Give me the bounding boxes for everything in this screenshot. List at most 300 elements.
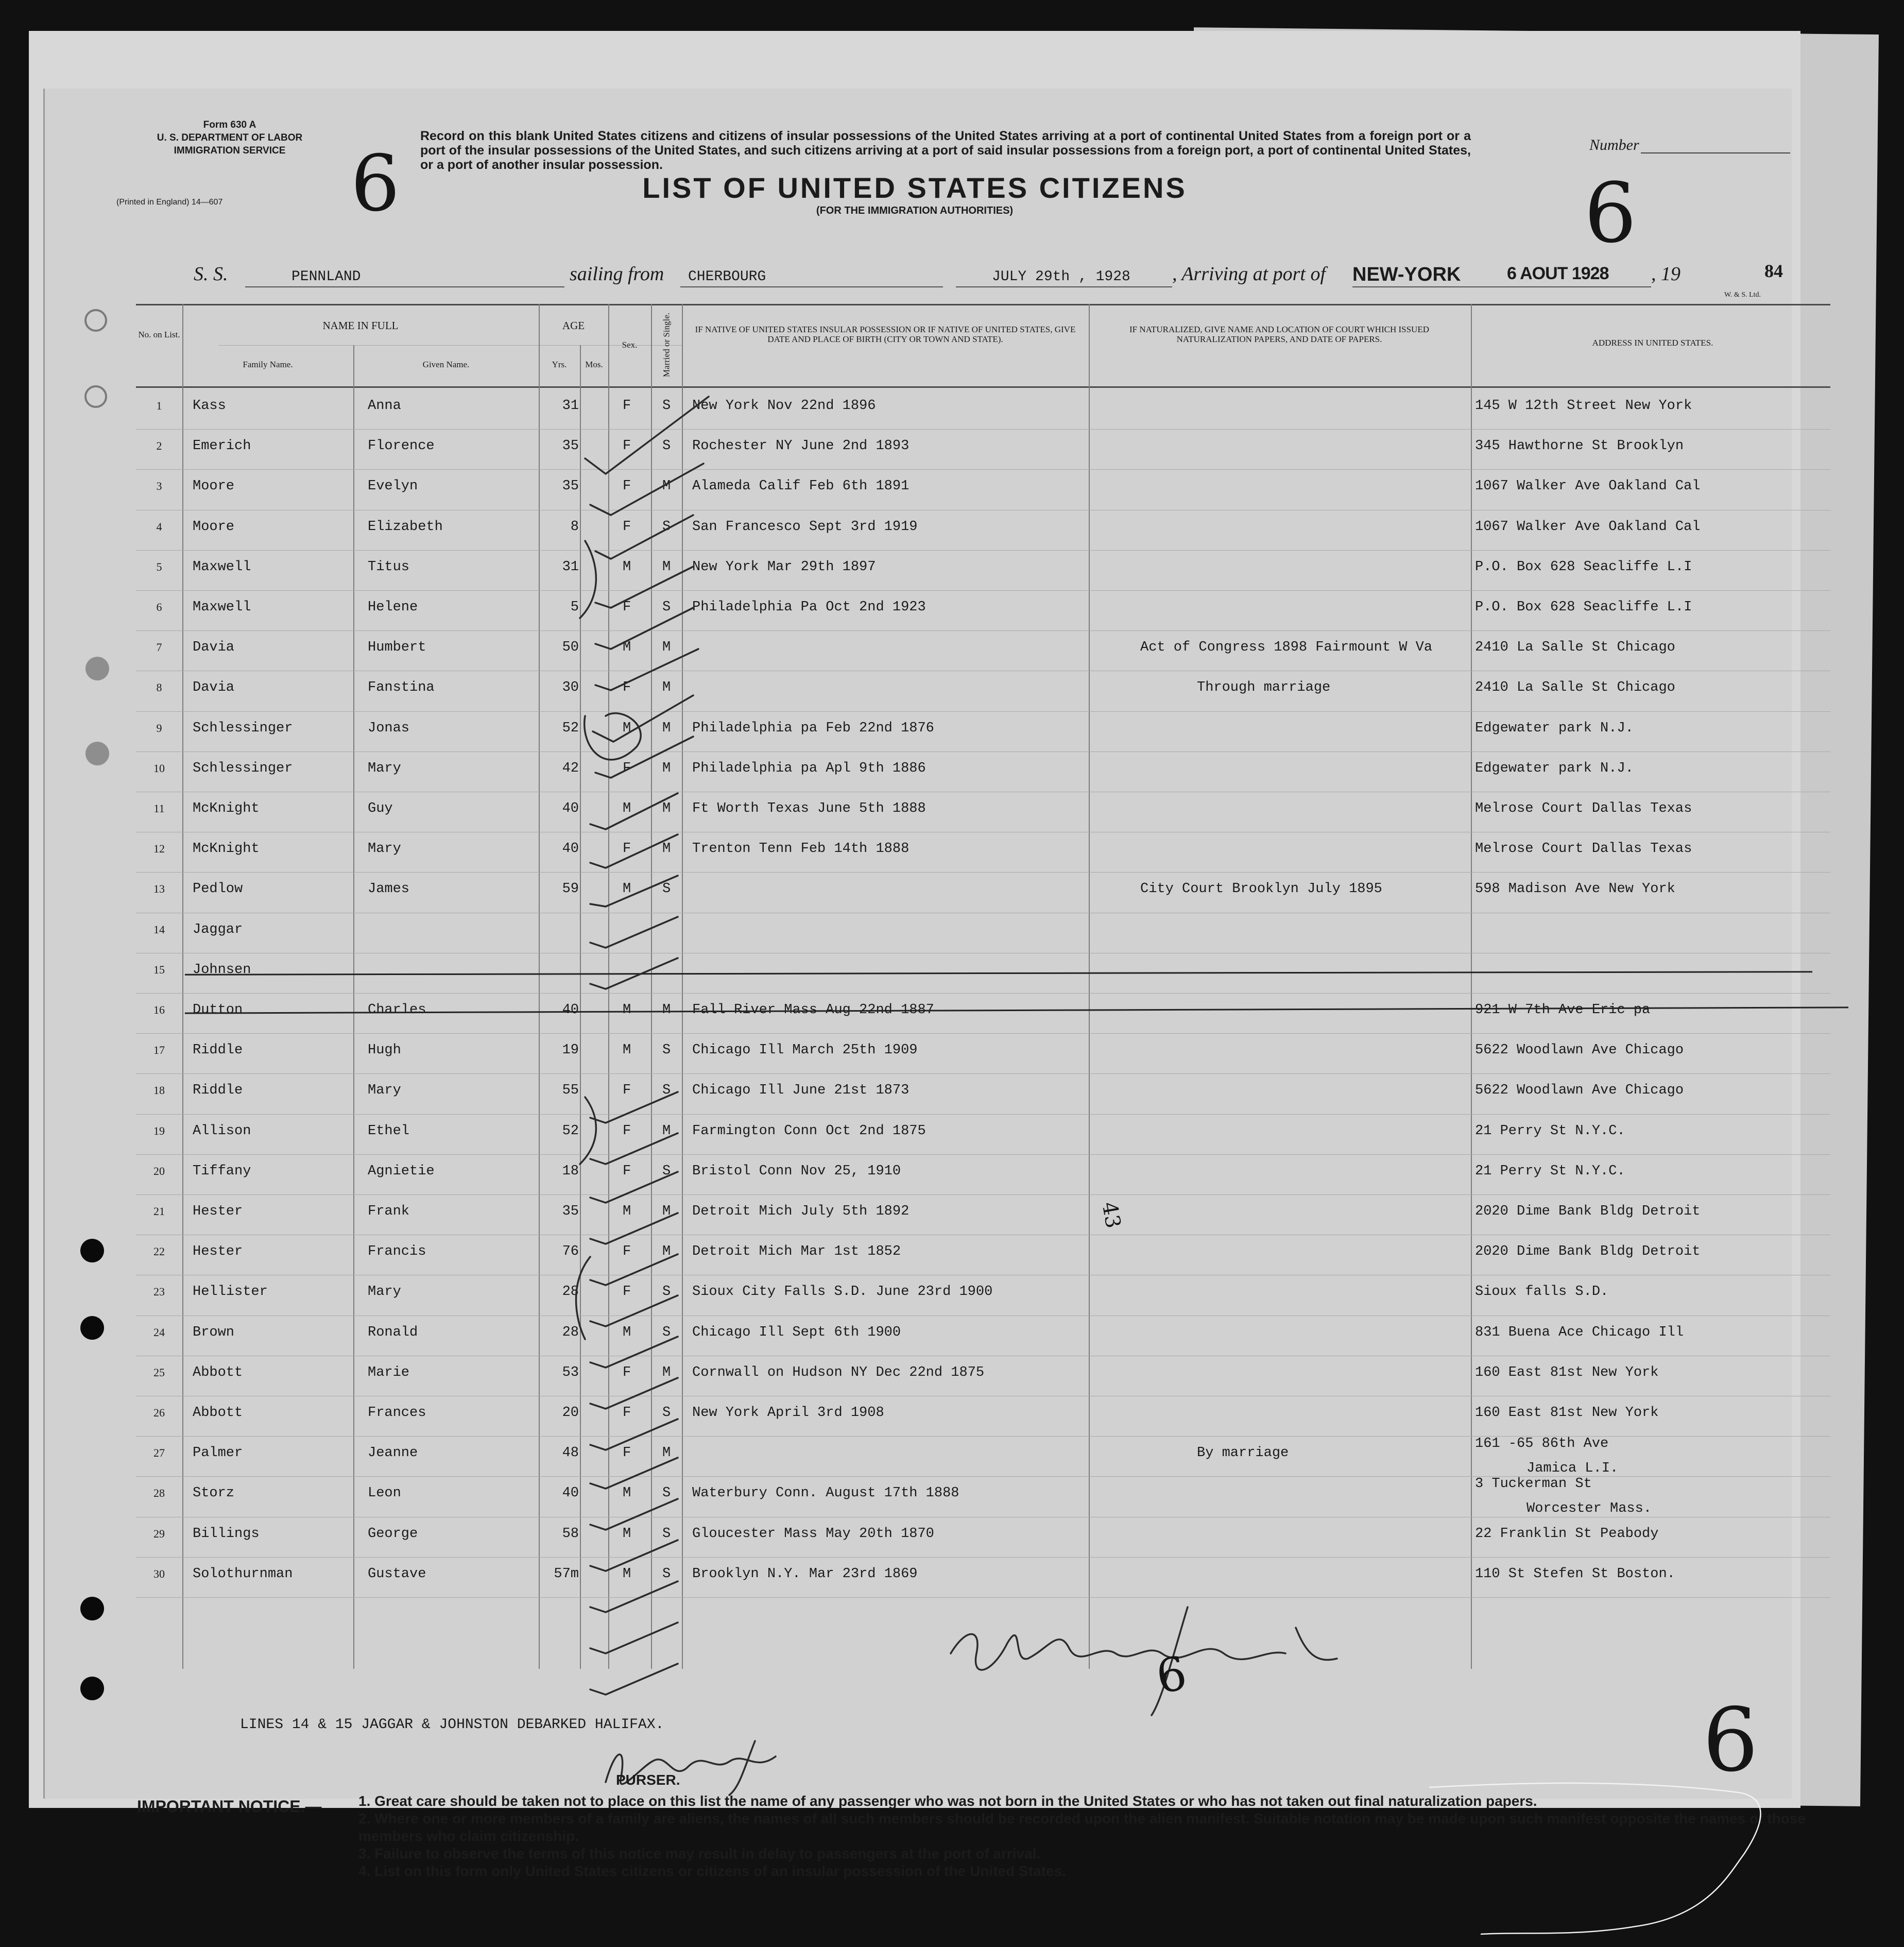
table-row xyxy=(136,1033,1830,1064)
table-row xyxy=(136,469,1830,500)
purser-signature xyxy=(601,1736,796,1798)
cell-addr: 145 W 12th Street New York xyxy=(1475,398,1692,414)
cell-family: Maxwell xyxy=(193,559,251,575)
cell-family: Emerich xyxy=(193,438,251,454)
cell-family: Dutton xyxy=(193,1002,243,1018)
table-row xyxy=(136,1356,1830,1387)
cell-addr: 160 East 81st New York xyxy=(1475,1364,1659,1380)
cell-no: 6 xyxy=(156,601,162,613)
header-birth: IF NATIVE OF UNITED STATES INSULAR POSSESSION OR IF NATIVE OF UNITED STATES, GIVE DATE AND PLACE OF BIRTH (CITY OR TOWN AND STATE). xyxy=(695,324,1076,344)
header-sex: Sex. xyxy=(622,340,638,350)
cell-family: McKnight xyxy=(193,841,260,857)
cell-addr: 598 Madison Ave New York xyxy=(1475,881,1675,897)
cell-age: 40 xyxy=(562,1002,579,1018)
cell-given: Florence xyxy=(368,438,435,454)
cell-family: Hester xyxy=(193,1204,243,1219)
handwritten-six-left: 6 xyxy=(351,139,400,229)
cell-birth: Fall River Mass Aug 22nd 1887 xyxy=(692,1002,934,1018)
cell-birth: New York Mar 29th 1897 xyxy=(692,559,876,575)
cell-age: 28 xyxy=(562,1284,579,1300)
cell-given: Guy xyxy=(368,801,393,816)
cell-ms: S xyxy=(662,1566,671,1582)
cell-ms: S xyxy=(662,1324,671,1340)
cell-age: 30 xyxy=(562,680,579,696)
cell-addr: 345 Hawthorne St Brooklyn xyxy=(1475,438,1684,454)
cell-sex: M xyxy=(623,1526,631,1542)
cell-no: 20 xyxy=(153,1164,165,1177)
cell-addr: 3 Tuckerman St xyxy=(1475,1476,1592,1492)
header-mos: Mos. xyxy=(585,360,603,369)
cell-sex: F xyxy=(623,680,631,696)
table-row xyxy=(136,1073,1830,1104)
cell-nat: Act of Congress 1898 Fairmount W Va xyxy=(1140,640,1433,656)
passenger-table xyxy=(136,304,1830,1669)
year-suffix: , 19 xyxy=(1651,263,1680,285)
cell-addr: 5622 Woodlawn Ave Chicago xyxy=(1475,1083,1684,1099)
cell-addr: 921 W 7th Ave Eric pa xyxy=(1475,1002,1651,1018)
table-row xyxy=(136,1154,1830,1185)
header-address: ADDRESS IN UNITED STATES. xyxy=(1592,338,1713,348)
cell-ms: M xyxy=(662,1204,671,1219)
cell-family: Schlessinger xyxy=(193,760,293,776)
handwritten-six-bottom: 6 xyxy=(1703,1689,1759,1791)
cell-no: 30 xyxy=(153,1567,165,1580)
header-no: No. on List. xyxy=(138,330,180,339)
purser-label: PURSER. xyxy=(616,1772,680,1788)
cell-birth: Gloucester Mass May 20th 1870 xyxy=(692,1526,934,1542)
cell-age: 20 xyxy=(562,1405,579,1421)
cell-sex: F xyxy=(623,600,631,615)
table-row xyxy=(136,630,1830,661)
inspector-signature xyxy=(946,1597,1358,1715)
printer-mark: W. & S. Ltd. xyxy=(1724,291,1761,299)
cell-birth: Rochester NY June 2nd 1893 xyxy=(692,438,910,454)
cell-addr: 21 Perry St N.Y.C. xyxy=(1475,1123,1625,1139)
cell-age: 5 xyxy=(570,600,579,615)
table-row xyxy=(136,1235,1830,1266)
cell-age: 35 xyxy=(562,438,579,454)
ss-label: S. S. xyxy=(194,263,228,285)
cell-no: 12 xyxy=(153,842,165,856)
notice-item-4: 4. List on this form only United States citizens or citizens of an insular possession of the United States. xyxy=(358,1863,1066,1879)
cell-ms: S xyxy=(662,519,671,535)
cell-birth: San Francesco Sept 3rd 1919 xyxy=(692,519,918,535)
cell-given: Marie xyxy=(368,1364,410,1380)
table-row xyxy=(136,792,1830,823)
department: U. S. DEPARTMENT OF LABOR xyxy=(157,132,303,143)
cell-no: 8 xyxy=(156,681,162,694)
cell-given: Humbert xyxy=(368,640,426,656)
cell-ms: M xyxy=(662,1244,671,1260)
cell-given: Mary xyxy=(368,1083,401,1099)
cell-nat: By marriage xyxy=(1197,1445,1289,1461)
cell-age: 19 xyxy=(562,1043,579,1058)
cell-birth: Farmington Conn Oct 2nd 1875 xyxy=(692,1123,926,1139)
cell-given: Elizabeth xyxy=(368,519,443,535)
cell-no: 17 xyxy=(153,1044,165,1057)
document-page xyxy=(29,31,1806,1879)
cell-addr: Melrose Court Dallas Texas xyxy=(1475,801,1692,816)
table-row xyxy=(136,1114,1830,1145)
cell-addr: Edgewater park N.J. xyxy=(1475,720,1634,736)
cell-no: 14 xyxy=(153,923,165,936)
cell-family: Hellister xyxy=(193,1284,268,1300)
cell-age: 57m xyxy=(554,1566,579,1582)
page-number: 84 xyxy=(1764,261,1783,281)
cell-no: 9 xyxy=(156,721,162,735)
header-yrs: Yrs. xyxy=(552,360,567,369)
cell-given: Frank xyxy=(368,1204,410,1219)
page-title: LIST OF UNITED STATES CITIZENS xyxy=(642,172,1187,204)
table-row xyxy=(136,832,1830,863)
cell-addr: 2020 Dime Bank Bldg Detroit xyxy=(1475,1204,1701,1219)
cell-age: 8 xyxy=(570,519,579,535)
table-row xyxy=(136,872,1830,903)
cell-sex: M xyxy=(623,1043,631,1058)
cell-ms: M xyxy=(662,801,671,816)
number-label: Number xyxy=(1589,136,1639,153)
table-row xyxy=(136,1396,1830,1427)
bracket-marks xyxy=(549,536,621,1411)
cell-no: 11 xyxy=(153,802,165,815)
header-name-in-full: NAME IN FULL xyxy=(322,319,399,332)
cell-addr: 2410 La Salle St Chicago xyxy=(1475,680,1675,696)
notice-item-2: 2. Where one or more members of a family are aliens, the names of all such members should be recorded upon the alien manifest. Suitable notation may be made upon such manifest opposite the names of those members who claim citizenship. xyxy=(358,1811,1806,1844)
sailing-date: JULY 29th , 1928 xyxy=(992,269,1130,285)
cell-nat: City Court Brooklyn July 1895 xyxy=(1140,881,1382,897)
cell-age: 42 xyxy=(562,760,579,776)
binder-hole xyxy=(85,742,109,765)
cell-family: Hester xyxy=(193,1244,243,1260)
cell-birth: Philadelphia pa Apl 9th 1886 xyxy=(692,760,926,776)
service: IMMIGRATION SERVICE xyxy=(174,145,286,156)
notice-item-1: 1. Great care should be taken not to place on this list the name of any passenger who was not born in the United States or who has not taken out final naturalization papers. xyxy=(358,1793,1537,1809)
cell-age: 40 xyxy=(562,1485,579,1501)
table-row xyxy=(136,1517,1830,1548)
cell-given: Mary xyxy=(368,1284,401,1300)
cell-age: 35 xyxy=(562,479,579,494)
cell-ms: M xyxy=(662,640,671,656)
cell-age: 31 xyxy=(562,398,579,414)
cell-age: 48 xyxy=(562,1445,579,1461)
cell-birth: Bristol Conn Nov 25, 1910 xyxy=(692,1163,901,1179)
port-from-line xyxy=(680,286,943,287)
header-married-single: Married or Single. xyxy=(661,312,672,378)
cell-ms: M xyxy=(662,720,671,736)
cell-no: 4 xyxy=(156,520,162,533)
cell-age: 52 xyxy=(562,1123,579,1139)
cell-addr: Edgewater park N.J. xyxy=(1475,760,1634,776)
binder-hole xyxy=(80,1316,104,1340)
cell-sex: F xyxy=(623,438,631,454)
ship-line xyxy=(245,286,564,287)
cell-ms: M xyxy=(662,841,671,857)
cell-age: 50 xyxy=(562,640,579,656)
binder-hole xyxy=(80,1239,104,1262)
cell-addr: 22 Franklin St Peabody xyxy=(1475,1526,1659,1542)
cell-no: 27 xyxy=(153,1446,165,1460)
cell-ms: S xyxy=(662,398,671,414)
cell-birth: Philadelphia Pa Oct 2nd 1923 xyxy=(692,600,926,615)
cell-given: George xyxy=(368,1526,418,1542)
cell-age: 76 xyxy=(562,1244,579,1260)
table-row xyxy=(136,752,1830,782)
cell-ms: M xyxy=(662,1364,671,1380)
cell-family: Brown xyxy=(193,1324,235,1340)
table-row xyxy=(136,1436,1830,1477)
cell-birth: New York April 3rd 1908 xyxy=(692,1405,884,1421)
table-row xyxy=(136,1476,1830,1517)
cell-family: Johnsen xyxy=(193,962,251,978)
cell-addr: 2410 La Salle St Chicago xyxy=(1475,640,1675,656)
ship-name: PENNLAND xyxy=(291,269,361,285)
cell-sex: F xyxy=(623,398,631,414)
voyage-line xyxy=(168,263,1816,292)
cell-ms: M xyxy=(662,1123,671,1139)
cell-addr: 5622 Woodlawn Ave Chicago xyxy=(1475,1043,1684,1058)
page-subtitle: (FOR THE IMMIGRATION AUTHORITIES) xyxy=(816,205,1014,216)
binder-hole xyxy=(85,657,109,680)
cell-no: 22 xyxy=(153,1245,165,1258)
cell-birth: Brooklyn N.Y. Mar 23rd 1869 xyxy=(692,1566,918,1582)
cell-sex: F xyxy=(623,1244,631,1260)
table-row xyxy=(136,953,1830,984)
cell-addr2: Worcester Mass. xyxy=(1526,1501,1652,1517)
cell-sex: M xyxy=(623,881,631,897)
cell-given: Ethel xyxy=(368,1123,410,1139)
cell-ms: S xyxy=(662,1405,671,1421)
cell-sex: F xyxy=(623,1284,631,1300)
cell-ms: M xyxy=(662,479,671,494)
cell-family: Abbott xyxy=(193,1405,243,1421)
cell-no: 24 xyxy=(153,1325,165,1339)
cell-sex: F xyxy=(623,760,631,776)
cell-family: Riddle xyxy=(193,1083,243,1099)
cell-addr2: Jamica L.I. xyxy=(1526,1461,1619,1477)
cell-sex: M xyxy=(623,1324,631,1340)
cell-given: Mary xyxy=(368,760,401,776)
cell-nat: Through marriage xyxy=(1197,680,1331,696)
cell-addr: 1067 Walker Ave Oakland Cal xyxy=(1475,479,1701,494)
cell-age: 18 xyxy=(562,1163,579,1179)
cell-family: Jaggar xyxy=(193,921,243,937)
cell-given: James xyxy=(368,881,410,897)
port-to-line xyxy=(1352,286,1651,287)
cell-no: 3 xyxy=(156,480,162,493)
cell-age: 35 xyxy=(562,1204,579,1219)
cell-ms: S xyxy=(662,1485,671,1501)
cell-addr: Sioux falls S.D. xyxy=(1475,1284,1609,1300)
cell-birth: Waterbury Conn. August 17th 1888 xyxy=(692,1485,959,1501)
cell-family: Davia xyxy=(193,640,235,656)
cell-sex: F xyxy=(623,1083,631,1099)
cell-given: Charles xyxy=(368,1002,426,1018)
cell-birth: Chicago Ill Sept 6th 1900 xyxy=(692,1324,901,1340)
table-row xyxy=(136,913,1830,944)
header-bottom-rule xyxy=(136,386,1830,388)
cell-family: Pedlow xyxy=(193,881,243,897)
cell-no: 10 xyxy=(153,761,165,775)
arrival-date-stamp: 6 AOUT 1928 xyxy=(1507,264,1609,283)
inspector-mark: 6 xyxy=(1152,1646,1191,1705)
date-line xyxy=(956,286,1172,287)
cell-no: 7 xyxy=(156,641,162,654)
cell-age: 53 xyxy=(562,1364,579,1380)
cell-no: 23 xyxy=(153,1285,165,1299)
number-underline xyxy=(1641,152,1790,153)
cell-addr: P.O. Box 628 Seacliffe L.I xyxy=(1475,600,1692,615)
cell-no: 5 xyxy=(156,560,162,573)
cell-birth: Detroit Mich July 5th 1892 xyxy=(692,1204,910,1219)
cell-sex: F xyxy=(623,1163,631,1179)
cell-family: Maxwell xyxy=(193,600,251,615)
cell-age: 40 xyxy=(562,801,579,816)
cell-no: 28 xyxy=(153,1487,165,1500)
cell-sex: M xyxy=(623,1485,631,1501)
cell-age: 31 xyxy=(562,559,579,575)
cell-sex: F xyxy=(623,519,631,535)
cell-no: 16 xyxy=(153,1003,165,1016)
cell-no: 18 xyxy=(153,1084,165,1097)
cell-sex: M xyxy=(623,640,631,656)
table-row xyxy=(136,1275,1830,1306)
cell-family: Allison xyxy=(193,1123,251,1139)
cell-birth: Cornwall on Hudson NY Dec 22nd 1875 xyxy=(692,1364,985,1380)
binder-hole xyxy=(80,1677,104,1700)
cell-sex: F xyxy=(623,1445,631,1461)
cell-no: 29 xyxy=(153,1527,165,1540)
cell-addr: 21 Perry St N.Y.C. xyxy=(1475,1163,1625,1179)
cell-given: Jonas xyxy=(368,720,410,736)
cell-sex: M xyxy=(623,720,631,736)
cell-age: 58 xyxy=(562,1526,579,1542)
cell-sex: F xyxy=(623,479,631,494)
cell-addr: 1067 Walker Ave Oakland Cal xyxy=(1475,519,1701,535)
table-row xyxy=(136,1194,1830,1225)
sailing-label: sailing from xyxy=(570,263,664,285)
table-row xyxy=(136,550,1830,581)
cell-addr: 160 East 81st New York xyxy=(1475,1405,1659,1421)
form-identifier xyxy=(116,118,343,207)
cell-ms: S xyxy=(662,1083,671,1099)
cell-ms: M xyxy=(662,559,671,575)
cell-addr: P.O. Box 628 Seacliffe L.I xyxy=(1475,559,1692,575)
port-to: NEW-YORK xyxy=(1352,264,1461,285)
cell-given: Fanstina xyxy=(368,680,435,696)
cell-given: Hugh xyxy=(368,1043,401,1058)
cell-family: Abbott xyxy=(193,1364,243,1380)
cell-sex: M xyxy=(623,1204,631,1219)
cell-addr: Melrose Court Dallas Texas xyxy=(1475,841,1692,857)
table-row xyxy=(136,1316,1830,1346)
arriving-label: , Arriving at port of xyxy=(1172,263,1326,285)
cell-birth: Trenton Tenn Feb 14th 1888 xyxy=(692,841,910,857)
cell-family: Tiffany xyxy=(193,1163,251,1179)
cell-ms: S xyxy=(662,1526,671,1542)
cell-ms: M xyxy=(662,1002,671,1018)
cell-birth: Sioux City Falls S.D. June 23rd 1900 xyxy=(692,1284,993,1300)
notice-title: IMPORTANT NOTICE.— xyxy=(137,1797,322,1816)
cell-addr: 110 St Stefen St Boston. xyxy=(1475,1566,1675,1582)
cell-birth: Alameda Calif Feb 6th 1891 xyxy=(692,479,910,494)
cell-family: Palmer xyxy=(193,1445,243,1461)
cell-ms: S xyxy=(662,600,671,615)
cell-given: Frances xyxy=(368,1405,426,1421)
cell-no: 2 xyxy=(156,439,162,453)
cell-sex: M xyxy=(623,1566,631,1582)
cell-birth: Philadelphia pa Feb 22nd 1876 xyxy=(692,720,934,736)
cell-no: 15 xyxy=(153,963,165,976)
cell-family: Schlessinger xyxy=(193,720,293,736)
cell-no: 25 xyxy=(153,1365,165,1379)
cell-ms: S xyxy=(662,881,671,897)
cell-given: Agnietie xyxy=(368,1163,435,1179)
cell-family: Billings xyxy=(193,1526,260,1542)
cell-ms: S xyxy=(662,1163,671,1179)
cell-given: Francis xyxy=(368,1244,426,1260)
table-top-rule xyxy=(136,304,1830,305)
header-age: AGE xyxy=(562,319,585,332)
cell-family: McKnight xyxy=(193,801,260,816)
cell-sex: M xyxy=(623,801,631,816)
cell-age: 55 xyxy=(562,1083,579,1099)
cell-family: Kass xyxy=(193,398,226,414)
port-from: CHERBOURG xyxy=(688,269,766,285)
cell-ms: S xyxy=(662,1043,671,1058)
table-row xyxy=(136,510,1830,541)
cell-given: Leon xyxy=(368,1485,401,1501)
cell-birth: Chicago Ill June 21st 1873 xyxy=(692,1083,910,1099)
cell-age: 28 xyxy=(562,1324,579,1340)
cell-sex: F xyxy=(623,1364,631,1380)
cell-family: Solothurnman xyxy=(193,1566,293,1582)
cell-no: 26 xyxy=(153,1406,165,1419)
cell-addr: 2020 Dime Bank Bldg Detroit xyxy=(1475,1244,1701,1260)
cell-no: 1 xyxy=(156,399,162,412)
header-naturalized: IF NATURALIZED, GIVE NAME AND LOCATION OF COURT WHICH ISSUED NATURALIZATION PAPERS, AND DATE OF PAPERS. xyxy=(1129,324,1429,344)
cell-family: Davia xyxy=(193,680,235,696)
cell-family: Moore xyxy=(193,519,235,535)
binder-hole xyxy=(84,309,107,332)
cell-sex: F xyxy=(623,841,631,857)
cell-ms: S xyxy=(662,1284,671,1300)
cell-age: 52 xyxy=(562,720,579,736)
cell-no: 13 xyxy=(153,882,165,896)
debarked-note: LINES 14 & 15 JAGGAR & JOHNSTON DEBARKED HALIFAX. xyxy=(240,1717,664,1733)
header-family-name: Family Name. xyxy=(243,360,293,369)
cell-family: Moore xyxy=(193,479,235,494)
cell-birth: Ft Worth Texas June 5th 1888 xyxy=(692,801,926,816)
cell-sex: F xyxy=(623,1405,631,1421)
cell-birth: Detroit Mich Mar 1st 1852 xyxy=(692,1244,901,1260)
cell-given: Evelyn xyxy=(368,479,418,494)
table-row xyxy=(136,389,1830,420)
printed-note: (Printed in England) 14—607 xyxy=(116,198,223,207)
cell-given: Mary xyxy=(368,841,401,857)
margin-number: 43 xyxy=(1097,1200,1125,1231)
cell-addr: 161 -65 86th Ave xyxy=(1475,1436,1609,1452)
cell-sex: M xyxy=(623,1002,631,1018)
cell-birth: Chicago Ill March 25th 1909 xyxy=(692,1043,918,1058)
cell-no: 19 xyxy=(153,1124,165,1137)
cell-given: Jeanne xyxy=(368,1445,418,1461)
cell-given: Helene xyxy=(368,600,418,615)
binder-hole xyxy=(84,385,107,408)
cell-given: Titus xyxy=(368,559,410,575)
cell-sex: F xyxy=(623,1123,631,1139)
cell-ms: M xyxy=(662,680,671,696)
handwritten-number: 6 xyxy=(1584,165,1637,261)
